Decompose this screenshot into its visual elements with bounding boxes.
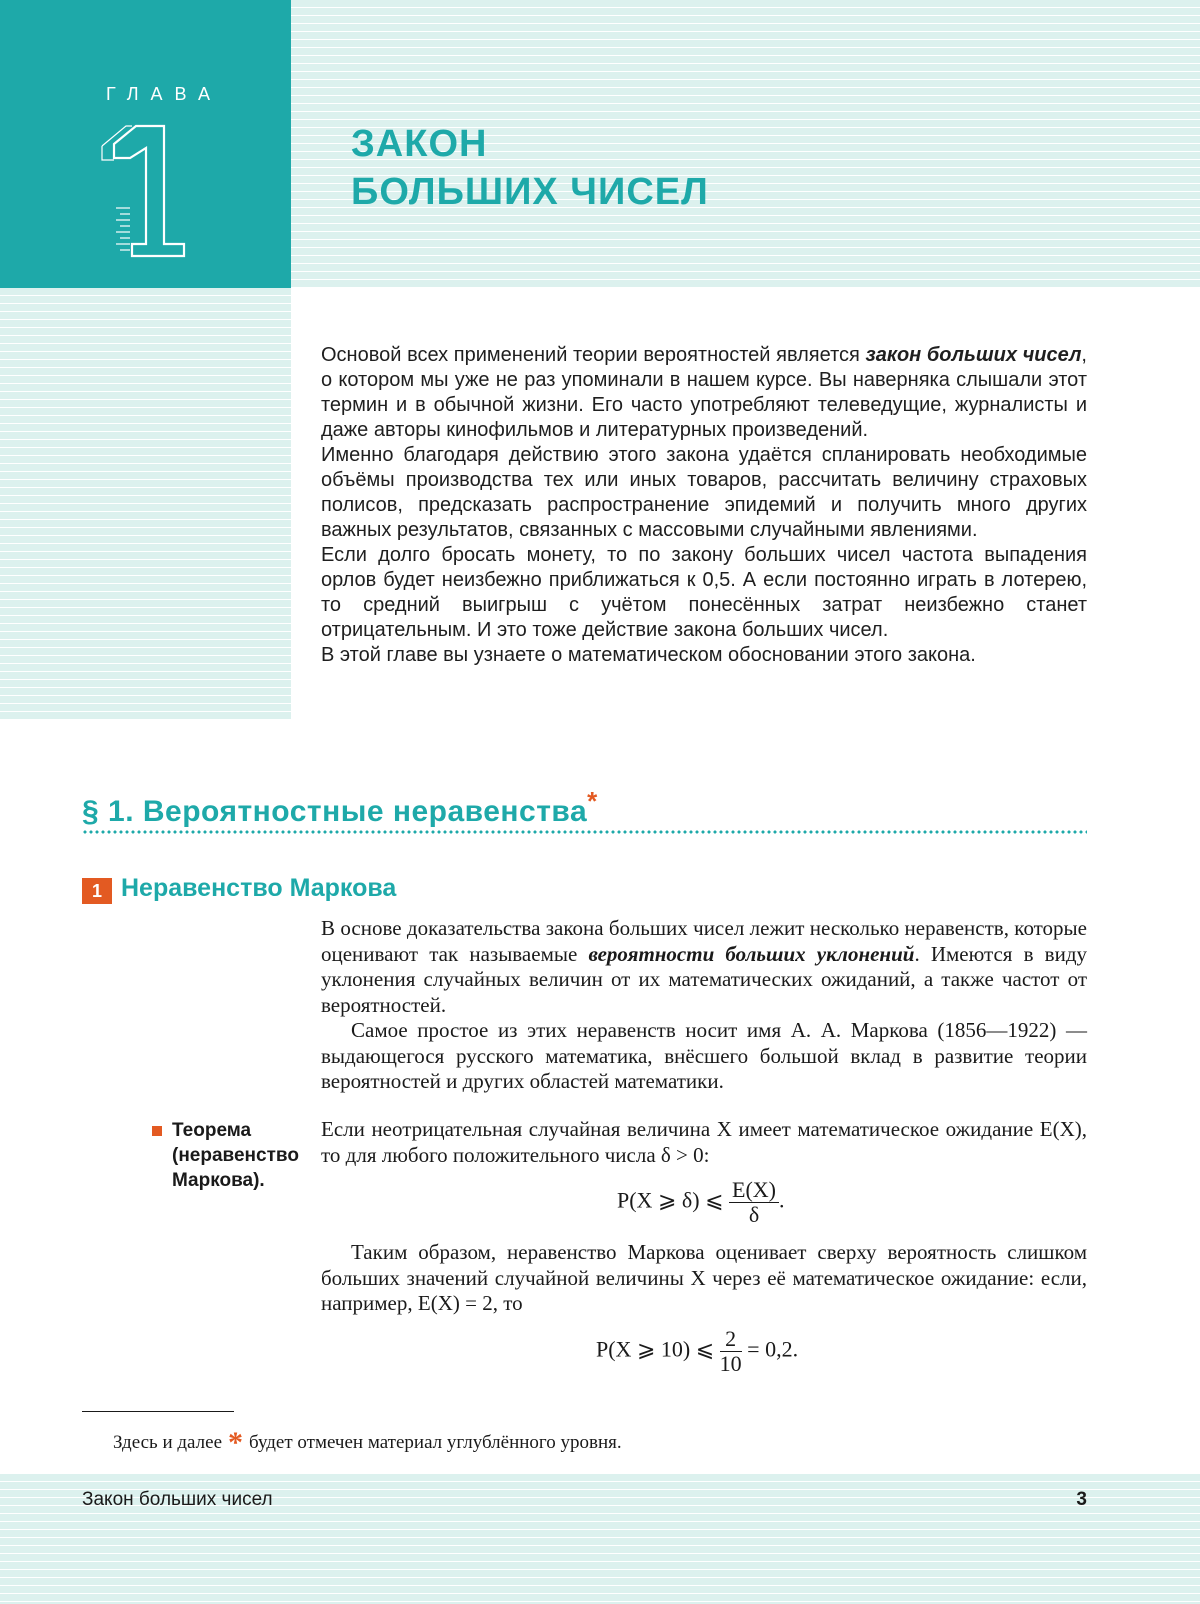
chapter-number-text: 1 xyxy=(146,202,147,203)
formula-left: P(X ⩾ δ) ⩽ xyxy=(617,1187,730,1213)
formula-fraction xyxy=(729,1178,779,1227)
body-term: вероятности больших уклонений xyxy=(588,941,915,966)
page-number: 3 xyxy=(1076,1489,1087,1510)
theorem-statement: Если неотрицательная случайная величина X имеет математическое ожидание E(X), то для любого положительного числа δ > 0: xyxy=(321,1117,1087,1167)
left-margin-band xyxy=(0,288,291,720)
running-title: Закон больших чисел xyxy=(82,1489,273,1510)
footnote-text: будет отмечен материал углублённого уровня. xyxy=(249,1432,622,1453)
chapter-badge xyxy=(0,0,291,288)
chapter-number-graphic xyxy=(96,122,196,258)
chapter-intro xyxy=(321,343,1087,668)
footnote xyxy=(113,1426,622,1460)
chapter-title-line1: ЗАКОН xyxy=(351,123,488,165)
section-heading xyxy=(82,786,1087,829)
intro-term-lln: закон больших чисел xyxy=(865,344,1082,366)
advanced-star-icon: * xyxy=(587,786,598,816)
intro-text: , о котором мы уже не раз упоминали в нашем курсе. Вы наверняка слышали этот термин и в обычной жизни. Его часто употребляют телеведущие, журналисты и даже авторы кинофильмов и литературных произведений. xyxy=(321,344,1087,441)
formula-end: . xyxy=(779,1187,785,1213)
intro-paragraph-4: В этой главе вы узнаете о математическом обосновании этого закона. xyxy=(321,644,976,666)
body-text: В основе доказательства закона больших чисел лежит несколько неравенств, которые оценивают так называемые xyxy=(321,916,1087,966)
formula-fraction xyxy=(720,1327,742,1376)
fraction-numerator: 2 xyxy=(720,1327,742,1352)
section-dotted-rule xyxy=(82,830,1087,834)
chapter-title-line2: БОЛЬШИХ ЧИСЕЛ xyxy=(351,171,709,213)
formula-end: = 0,2. xyxy=(741,1336,799,1362)
advanced-star-icon: * xyxy=(228,1426,243,1459)
body-intro xyxy=(321,916,1087,1095)
fraction-denominator: δ xyxy=(748,1202,760,1227)
formula-left: P(X ⩾ 10) ⩽ xyxy=(596,1336,720,1362)
intro-paragraph-1 xyxy=(321,343,1087,443)
intro-paragraph-2: Именно благодаря действию этого закона удаётся спланировать необходимые объёмы производства тех или иных товаров, рассчитать величину страховых полисов, предсказать распространение эпидемий и получить много других важных результатов, связанных с массовыми случайными явлениями. xyxy=(321,444,1087,541)
body-text: . Имеются в виду уклонения случайных величин от их математических ожиданий, а также частот от вероятностей. xyxy=(321,941,1087,1017)
chapter-title xyxy=(351,120,709,216)
body-paragraph-1 xyxy=(321,916,1087,1018)
fraction-denominator: 10 xyxy=(719,1351,742,1376)
footnote-rule xyxy=(82,1411,234,1412)
theorem-label-text: Теорема (неравенство Маркова). xyxy=(172,1120,299,1191)
section-title: § 1. Вероятностные неравенства xyxy=(82,795,588,828)
subsection-title: Неравенство Маркова xyxy=(121,874,397,902)
bullet-square-icon xyxy=(152,1126,162,1136)
body-paragraph-3: Таким образом, неравенство Маркова оценивает сверху вероятность слишком больших значений случайной величины X через её математическое ожидание: если, например, E(X) = 2, то xyxy=(321,1240,1087,1315)
formula-markov xyxy=(617,1178,785,1227)
footnote-text: Здесь и далее xyxy=(113,1432,222,1453)
body-paragraph-3-wrap xyxy=(321,1240,1087,1317)
fraction-numerator: E(X) xyxy=(729,1178,779,1203)
formula-example xyxy=(596,1327,798,1376)
subsection-number-badge: 1 xyxy=(82,878,112,904)
intro-paragraph-3: Если долго бросать монету, то по закону больших чисел частота выпадения орлов будет неизбежно приближаться к 0,5. А если постоянно играть в лотерею, то средний выигрыш с учётом понесённых затрат неизбежно станет отрицательным. И это тоже действие закона больших чисел. xyxy=(321,544,1087,641)
intro-text: Основой всех применений теории вероятностей является xyxy=(321,344,866,366)
chapter-label: ГЛАВА xyxy=(106,84,222,104)
body-paragraph-2: Самое простое из этих неравенств носит имя А. А. Маркова (1856—1922) — выдающегося русского математика, внёсшего большой вклад в развитие теории вероятностей и других областей математики. xyxy=(321,1018,1087,1093)
